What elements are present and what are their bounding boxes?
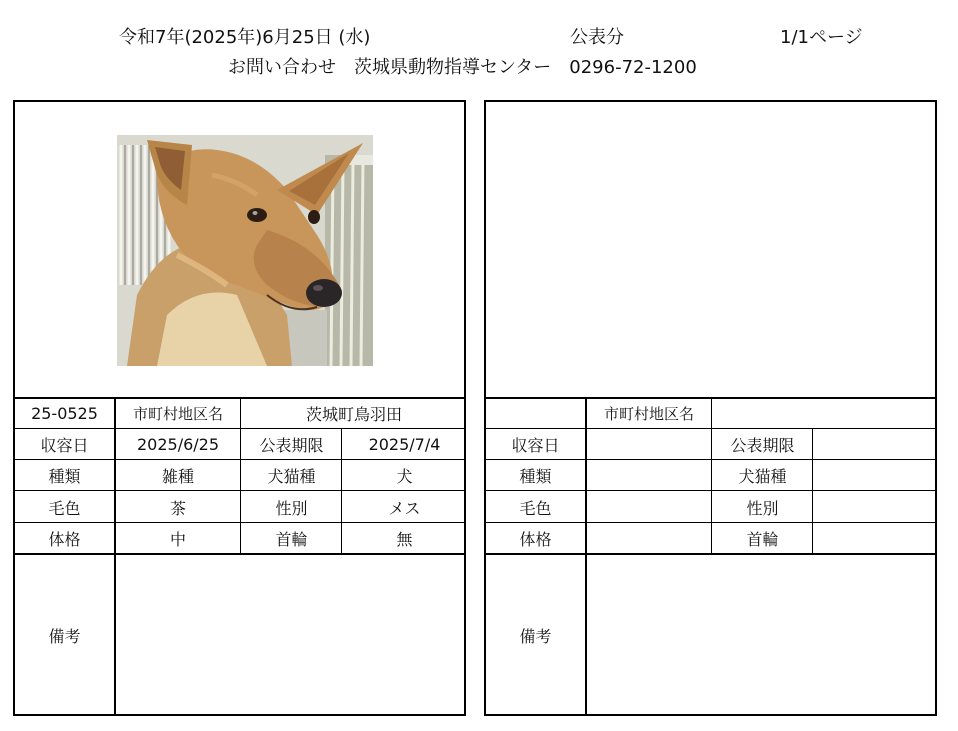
area-value: 茨城町鳥羽田 [305, 405, 402, 424]
received-label: 収容日 [511, 436, 560, 455]
collar-value: 無 [396, 530, 413, 549]
species-value: 犬 [396, 467, 413, 486]
animal-card-2 [484, 100, 937, 716]
column-divider [341, 428, 342, 553]
size-value [587, 524, 711, 553]
received-value: 2025/6/25 [136, 435, 220, 454]
received-value [587, 430, 711, 459]
color-value [587, 492, 711, 522]
breed-value [587, 461, 711, 490]
color-label: 毛色 [519, 498, 552, 518]
notes-value [116, 555, 466, 716]
collar-label: 首輪 [275, 530, 308, 549]
column-divider [240, 397, 241, 553]
color-label: 毛色 [48, 498, 81, 518]
notes-label: 備考 [48, 627, 81, 646]
breed-value: 雑種 [161, 467, 194, 486]
area-value [713, 399, 937, 428]
page-indicator: 1/1ページ [780, 27, 863, 48]
deadline-value: 2025/7/4 [368, 435, 441, 454]
animal-id: 25-0525 [31, 404, 98, 423]
dog-photo [117, 135, 373, 366]
column-divider [711, 397, 712, 553]
notes-value [587, 555, 937, 716]
deadline-label: 公表期限 [259, 436, 324, 455]
sex-label: 性別 [746, 498, 779, 518]
size-label: 体格 [48, 530, 81, 549]
collar-value [814, 524, 937, 553]
breed-label: 種類 [48, 467, 81, 486]
column-divider [812, 428, 813, 553]
size-label: 体格 [519, 530, 552, 549]
species-value [814, 461, 937, 490]
deadline-value [814, 430, 937, 459]
animal-card-1 [13, 100, 466, 716]
breed-label: 種類 [519, 467, 552, 486]
contact-info: お問い合わせ 茨城県動物指導センター 0296-72-1200 [228, 57, 697, 78]
deadline-label: 公表期限 [730, 436, 795, 455]
publication-type: 公表分 [570, 27, 624, 48]
area-label: 市町村地区名 [132, 405, 223, 423]
notes-label: 備考 [519, 627, 552, 646]
photo-area-empty [486, 102, 935, 397]
species-label: 犬猫種 [738, 467, 787, 486]
area-label: 市町村地区名 [603, 405, 694, 423]
size-value: 中 [169, 530, 186, 549]
photo-area [15, 102, 464, 397]
color-value: 茶 [169, 498, 186, 518]
species-label: 犬猫種 [267, 467, 316, 486]
animal-id [486, 399, 585, 428]
sex-label: 性別 [275, 498, 308, 518]
date-text: 令和7年(2025年)6月25日 (水) [119, 27, 371, 48]
sex-value: メス [388, 498, 421, 518]
sex-value [814, 492, 937, 522]
received-label: 収容日 [40, 436, 89, 455]
collar-label: 首輪 [746, 530, 779, 549]
